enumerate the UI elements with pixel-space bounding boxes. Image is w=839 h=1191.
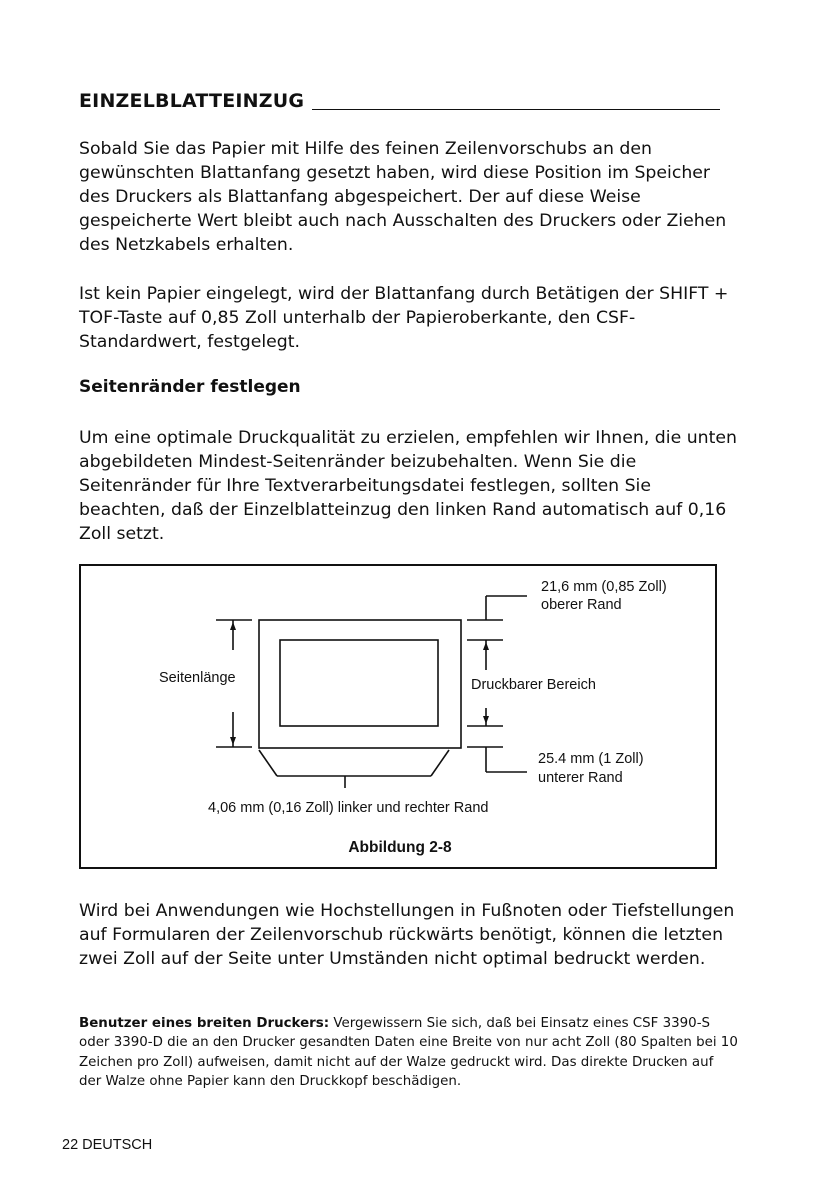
figure-box bbox=[79, 564, 717, 869]
paragraph-reverse-feed: Wird bei Anwendungen wie Hochstellungen in Fußnoten oder Tiefstellungen auf Formularen der Zeilenvorschub rückwärts benötigt, können die letzten zwei Zoll auf der Seite unter Umständen nicht optimal bedruckt werden. bbox=[79, 901, 735, 969]
printable-down-arrow bbox=[483, 716, 489, 724]
figure-caption: Abbildung 2-8 bbox=[348, 839, 452, 856]
side-margin-right-slant bbox=[431, 750, 449, 776]
page-length-label: Seitenlänge bbox=[159, 670, 236, 686]
printable-up-arrow bbox=[483, 642, 489, 650]
page-length-down-arrow bbox=[230, 737, 236, 745]
side-margin-label: 4,06 mm (0,16 Zoll) linker und rechter Rand bbox=[208, 800, 489, 816]
subsection-heading: Seitenränder festlegen bbox=[79, 377, 301, 397]
paragraph-no-paper: Ist kein Papier eingelegt, wird der Blattanfang durch Betätigen der SHIFT + TOF-Taste auf 0,85 Zoll unterhalb der Papieroberkante, den CSF-Standardwert, festgelegt. bbox=[79, 284, 729, 352]
paragraph-blattanfang: Sobald Sie das Papier mit Hilfe des feinen Zeilenvorschubs an den gewünschten Blattanfang gesetzt haben, wird diese Position im Speicher des Druckers als Blattanfang abgespeichert. Der auf diese Weise gespeicherte Wert bleibt auch nach Ausschalten des Druckers oder Ziehen des Netzkabels erhalten. bbox=[79, 139, 727, 255]
note-label: Benutzer eines breiten Druckers: bbox=[79, 1016, 330, 1031]
section-heading: EINZELBLATTEINZUG bbox=[79, 90, 305, 112]
side-margin-left-slant bbox=[259, 750, 277, 776]
printable-area-rect bbox=[280, 640, 438, 726]
margin-diagram bbox=[81, 566, 719, 871]
wide-printer-note bbox=[79, 1014, 739, 1091]
paragraph-margins: Um eine optimale Druckqualität zu erzielen, empfehlen wir Ihnen, die unten abgebildeten Mindest-Seitenränder beizubehalten. Wenn Sie die Seitenränder für Ihre Textverarbeitungsdatei festlegen, sollten Sie beachten, daß der Einzelblatteinzug den linken Rand automatisch auf 0,16 Zoll setzt. bbox=[79, 428, 737, 544]
top-margin-value: 21,6 mm (0,85 Zoll) bbox=[541, 579, 667, 595]
note-text: Vergewissern Sie sich, daß bei Einsatz eines CSF 3390-S oder 3390-D die an den Drucker gesandten Daten eine Breite von nur acht Zoll (80 Spalten bei 10 Zeichen pro Zoll) aufweisen, damit nicht auf der Walze gedruckt wird. Das direkte Drucken auf der Walze ohne Papier kann den Druckkopf beschädigen. bbox=[79, 1016, 738, 1089]
page-footer: 22 DEUTSCH bbox=[62, 1137, 153, 1153]
page-length-up-arrow bbox=[230, 622, 236, 630]
printable-area-label: Druckbarer Bereich bbox=[471, 677, 596, 693]
bottom-margin-label: unterer Rand bbox=[538, 770, 623, 786]
heading-rule bbox=[312, 109, 720, 110]
top-margin-label: oberer Rand bbox=[541, 597, 622, 613]
bottom-margin-value: 25.4 mm (1 Zoll) bbox=[538, 751, 644, 767]
